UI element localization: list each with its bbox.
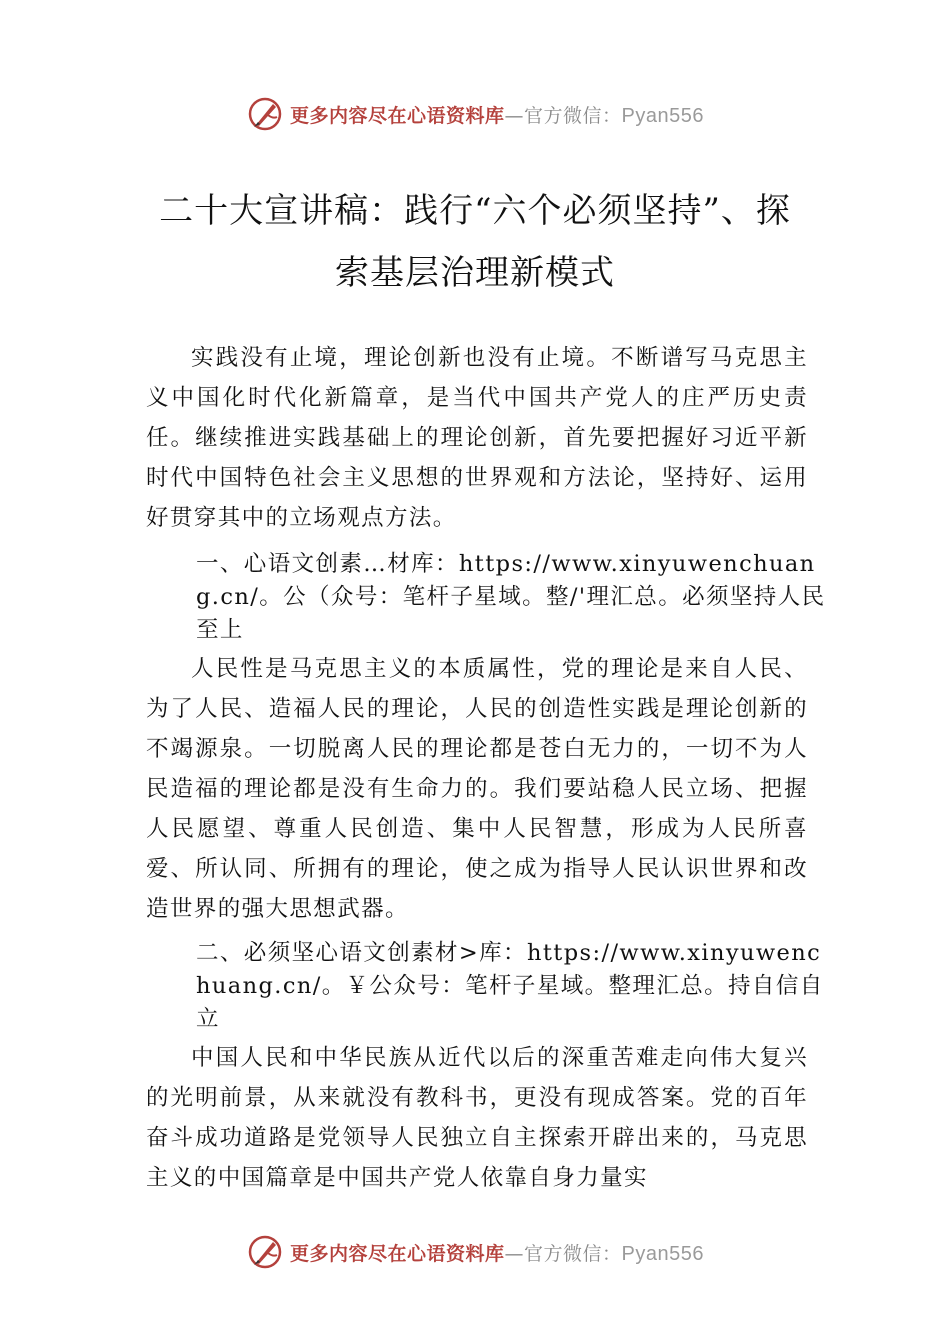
watermark-account: Pyan556 [621, 104, 704, 127]
watermark-brand: 更多内容尽在心语资料库 [290, 1242, 505, 1265]
body-paragraph: 中国人民和中华民族从近代以后的深重苦难走向伟大复兴的光明前景，从来就没有教科书，更没有现成答案。党的百年奋斗成功道路是党领导人民独立自主探索开辟出来的，马克思主义的中国篇章是中国共产党人依靠自身力量实 [146, 1045, 808, 1191]
watermark-brand: 更多内容尽在心语资料库 [290, 104, 505, 127]
watermark-account: Pyan556 [621, 1242, 704, 1265]
quill-pen-logo-icon [246, 95, 284, 133]
watermark-separator: — [504, 104, 525, 127]
title-line-1: 二十大宣讲稿：践行“六个必须坚持”、探 [159, 191, 791, 231]
section-heading-2: 二、必须坚心语文创素材>库：https://www.xinyuwenchuang.cn/。￥公众号：笔杆子星域。整理汇总。持自信自立 [196, 940, 824, 1032]
watermark-text [290, 101, 704, 128]
title-line-2: 索基层治理新模式 [335, 253, 615, 293]
footer-watermark-banner [0, 1230, 950, 1274]
watermark-text [290, 1239, 704, 1266]
document-title [120, 180, 830, 304]
watermark-wechat-label: 官方微信： [524, 104, 622, 127]
body-paragraph: 人民性是马克思主义的本质属性，党的理论是来自人民、为了人民、造福人民的理论，人民的创造性实践是理论创新的不竭源泉。一切脱离人民的理论都是苍白无力的，一切不为人民造福的理论都是没有生命力的。我们要站稳人民立场、把握人民愿望、尊重人民创造、集中人民智慧，形成为人民所喜爱、所认同、所拥有的理论，使之成为指导人民认识世界和改造世界的强大思想武器。 [146, 656, 808, 922]
section-heading-1: 一、心语文创素…材库：https://www.xinyuwenchuang.cn/。公（众号：笔杆子星域。整/'理汇总。必须坚持人民至上 [196, 551, 826, 643]
header-watermark-banner [0, 92, 950, 136]
quill-pen-logo-icon [246, 1233, 284, 1271]
watermark-wechat-label: 官方微信： [524, 1242, 622, 1265]
body-paragraph: 实践没有止境，理论创新也没有止境。不断谱写马克思主义中国化时代化新篇章，是当代中国共产党人的庄严历史责任。继续推进实践基础上的理论创新，首先要把握好习近平新时代中国特色社会主义思想的世界观和方法论，坚持好、运用好贯穿其中的立场观点方法。 [146, 345, 808, 531]
watermark-separator: — [504, 1242, 525, 1265]
document-body [146, 338, 836, 1198]
